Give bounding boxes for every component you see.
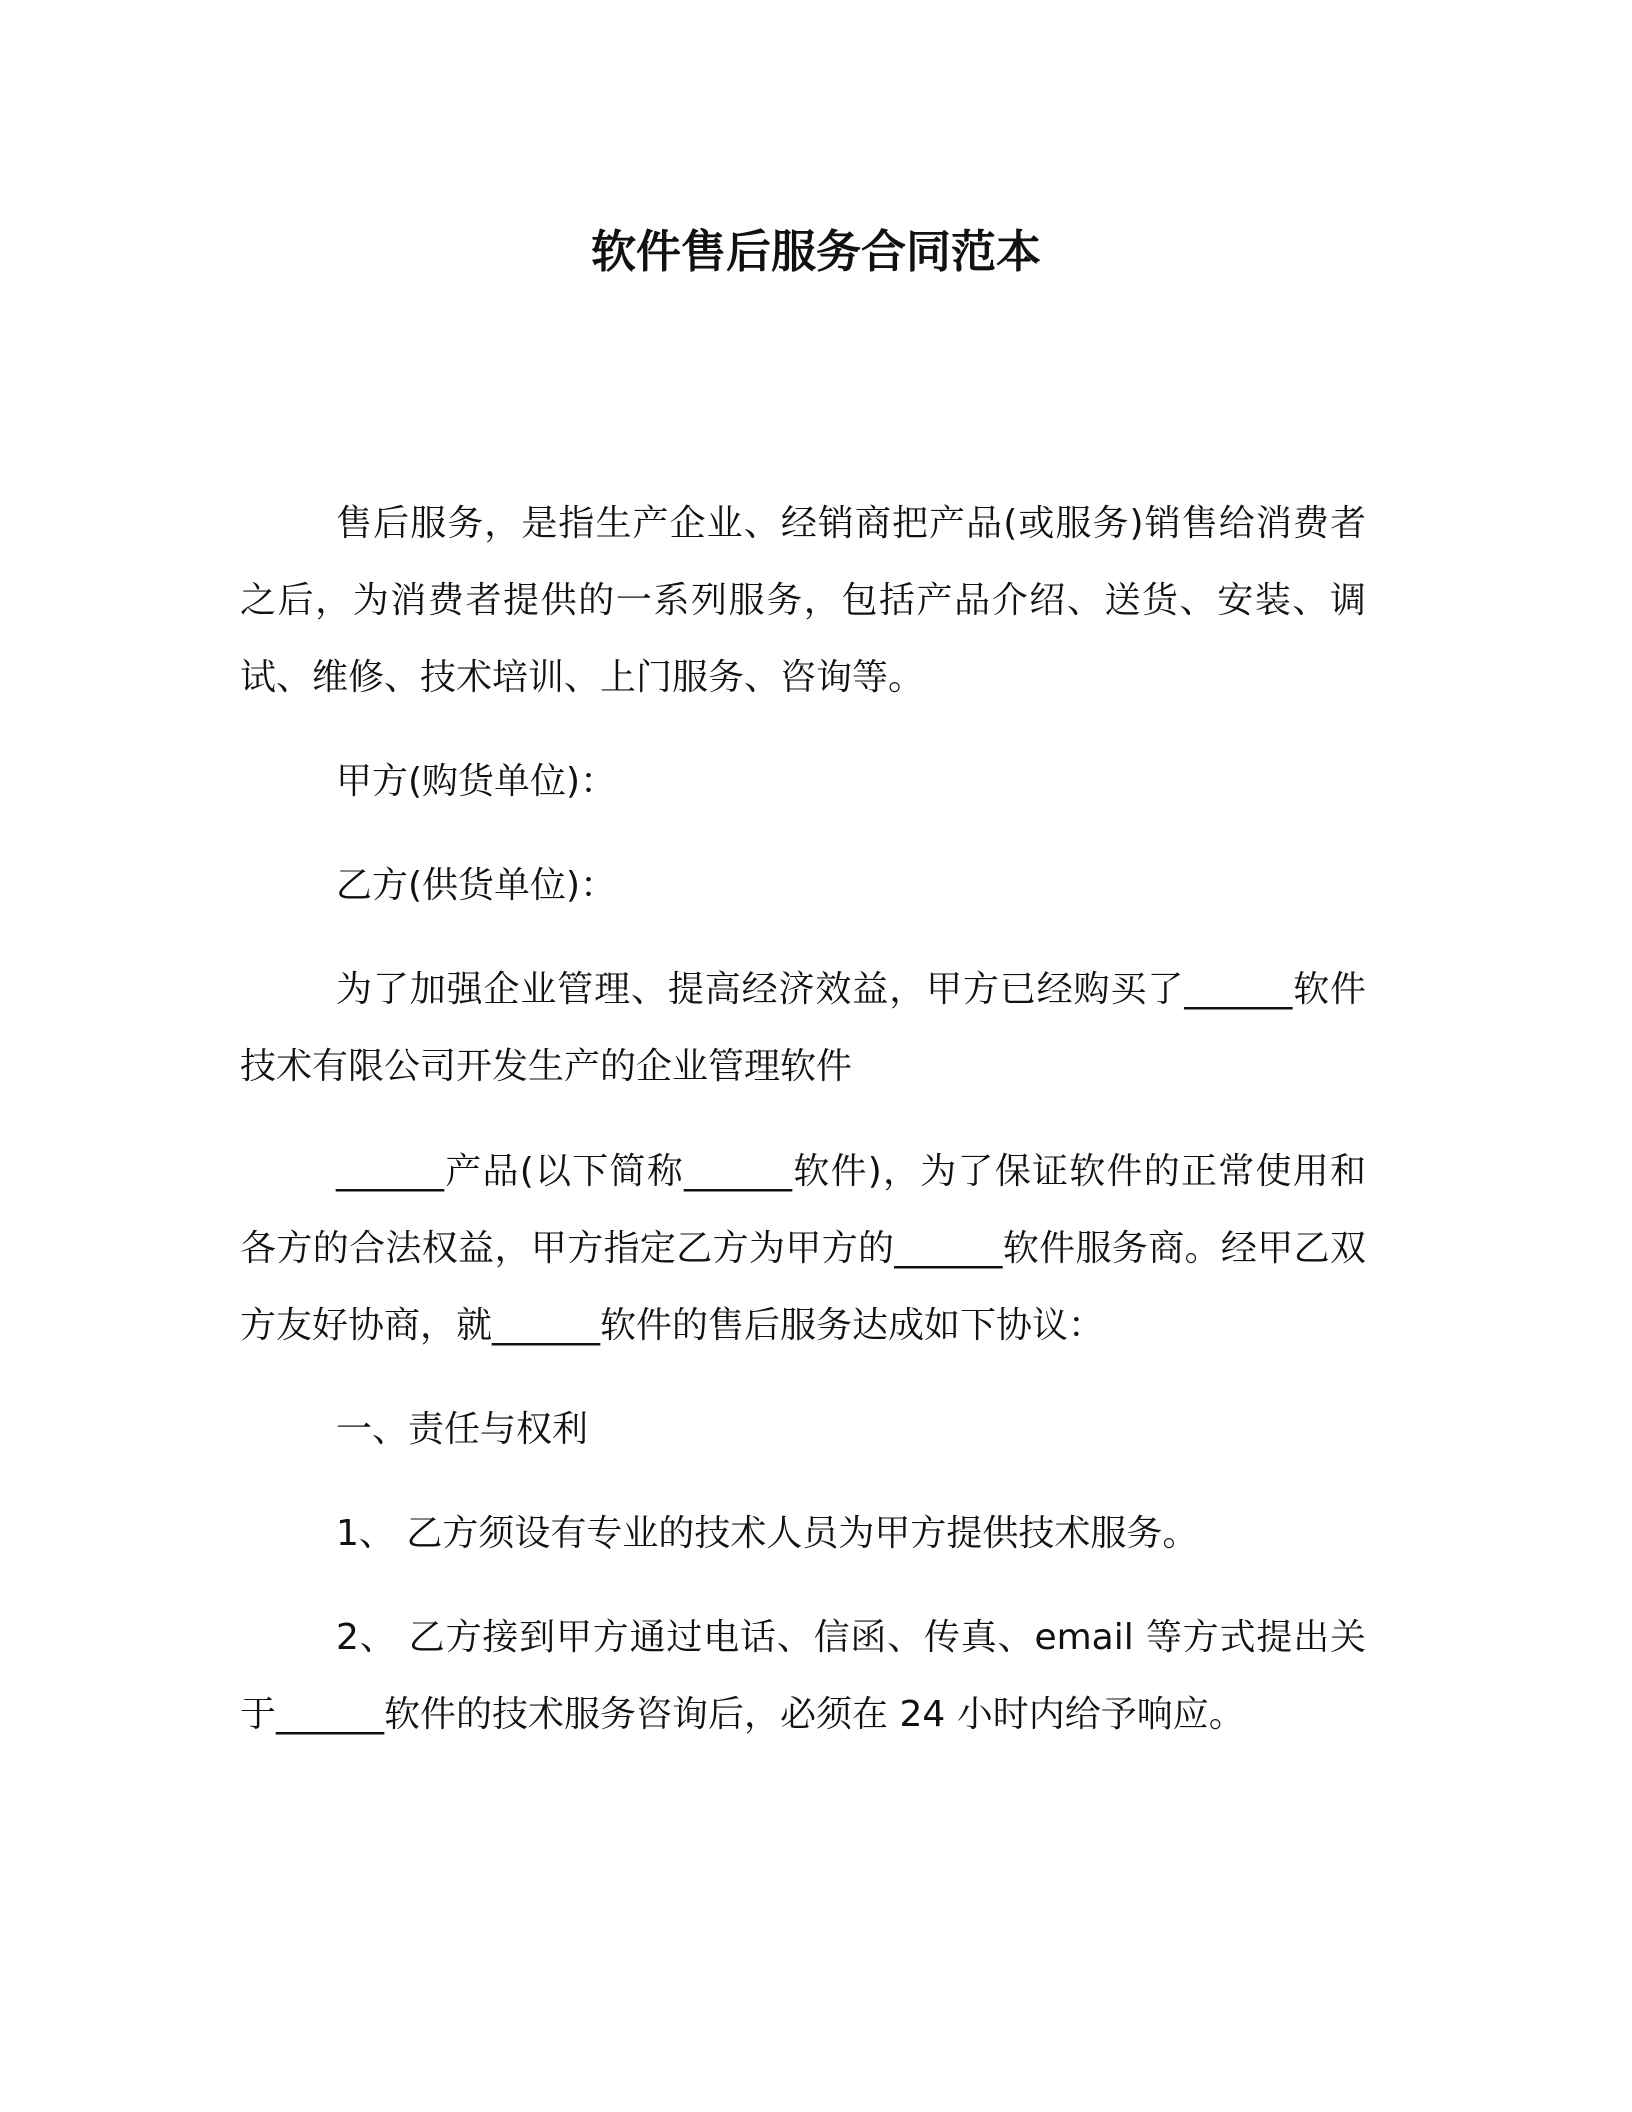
party-a-line: 甲方(购货单位)： <box>336 761 617 802</box>
document-title: 软件售后服务合同范本 <box>590 225 1041 278</box>
clause-1: 1、 乙方须设有专业的技术人员为甲方提供技术服务。 <box>336 1513 1199 1554</box>
agreement-paragraph: ______产品(以下简称______软件)，为了保证软件的正常使用和各方的合法权益，甲方指定乙方为甲方的______软件服务商。经甲乙双方友好协商，就______软件的售后服务达成如下协议： <box>240 1151 1366 1346</box>
intro-paragraph: 售后服务，是指生产企业、经销商把产品(或服务)销售给消费者之后，为消费者提供的一系列服务，包括产品介绍、送货、安装、调试、维修、技术培训、上门服务、咨询等。 <box>240 503 1366 698</box>
clause-2: 2、 乙方接到甲方通过电话、信函、传真、email 等方式提出关于______软件的技术服务咨询后，必须在 24 小时内给予响应。 <box>240 1617 1366 1735</box>
section-heading-responsibilities: 一、责任与权利 <box>336 1409 589 1450</box>
party-b-line: 乙方(供货单位)： <box>336 865 617 906</box>
document-body <box>240 485 1366 1753</box>
purpose-paragraph: 为了加强企业管理、提高经济效益，甲方已经购买了______软件技术有限公司开发生产的企业管理软件 <box>240 969 1366 1087</box>
